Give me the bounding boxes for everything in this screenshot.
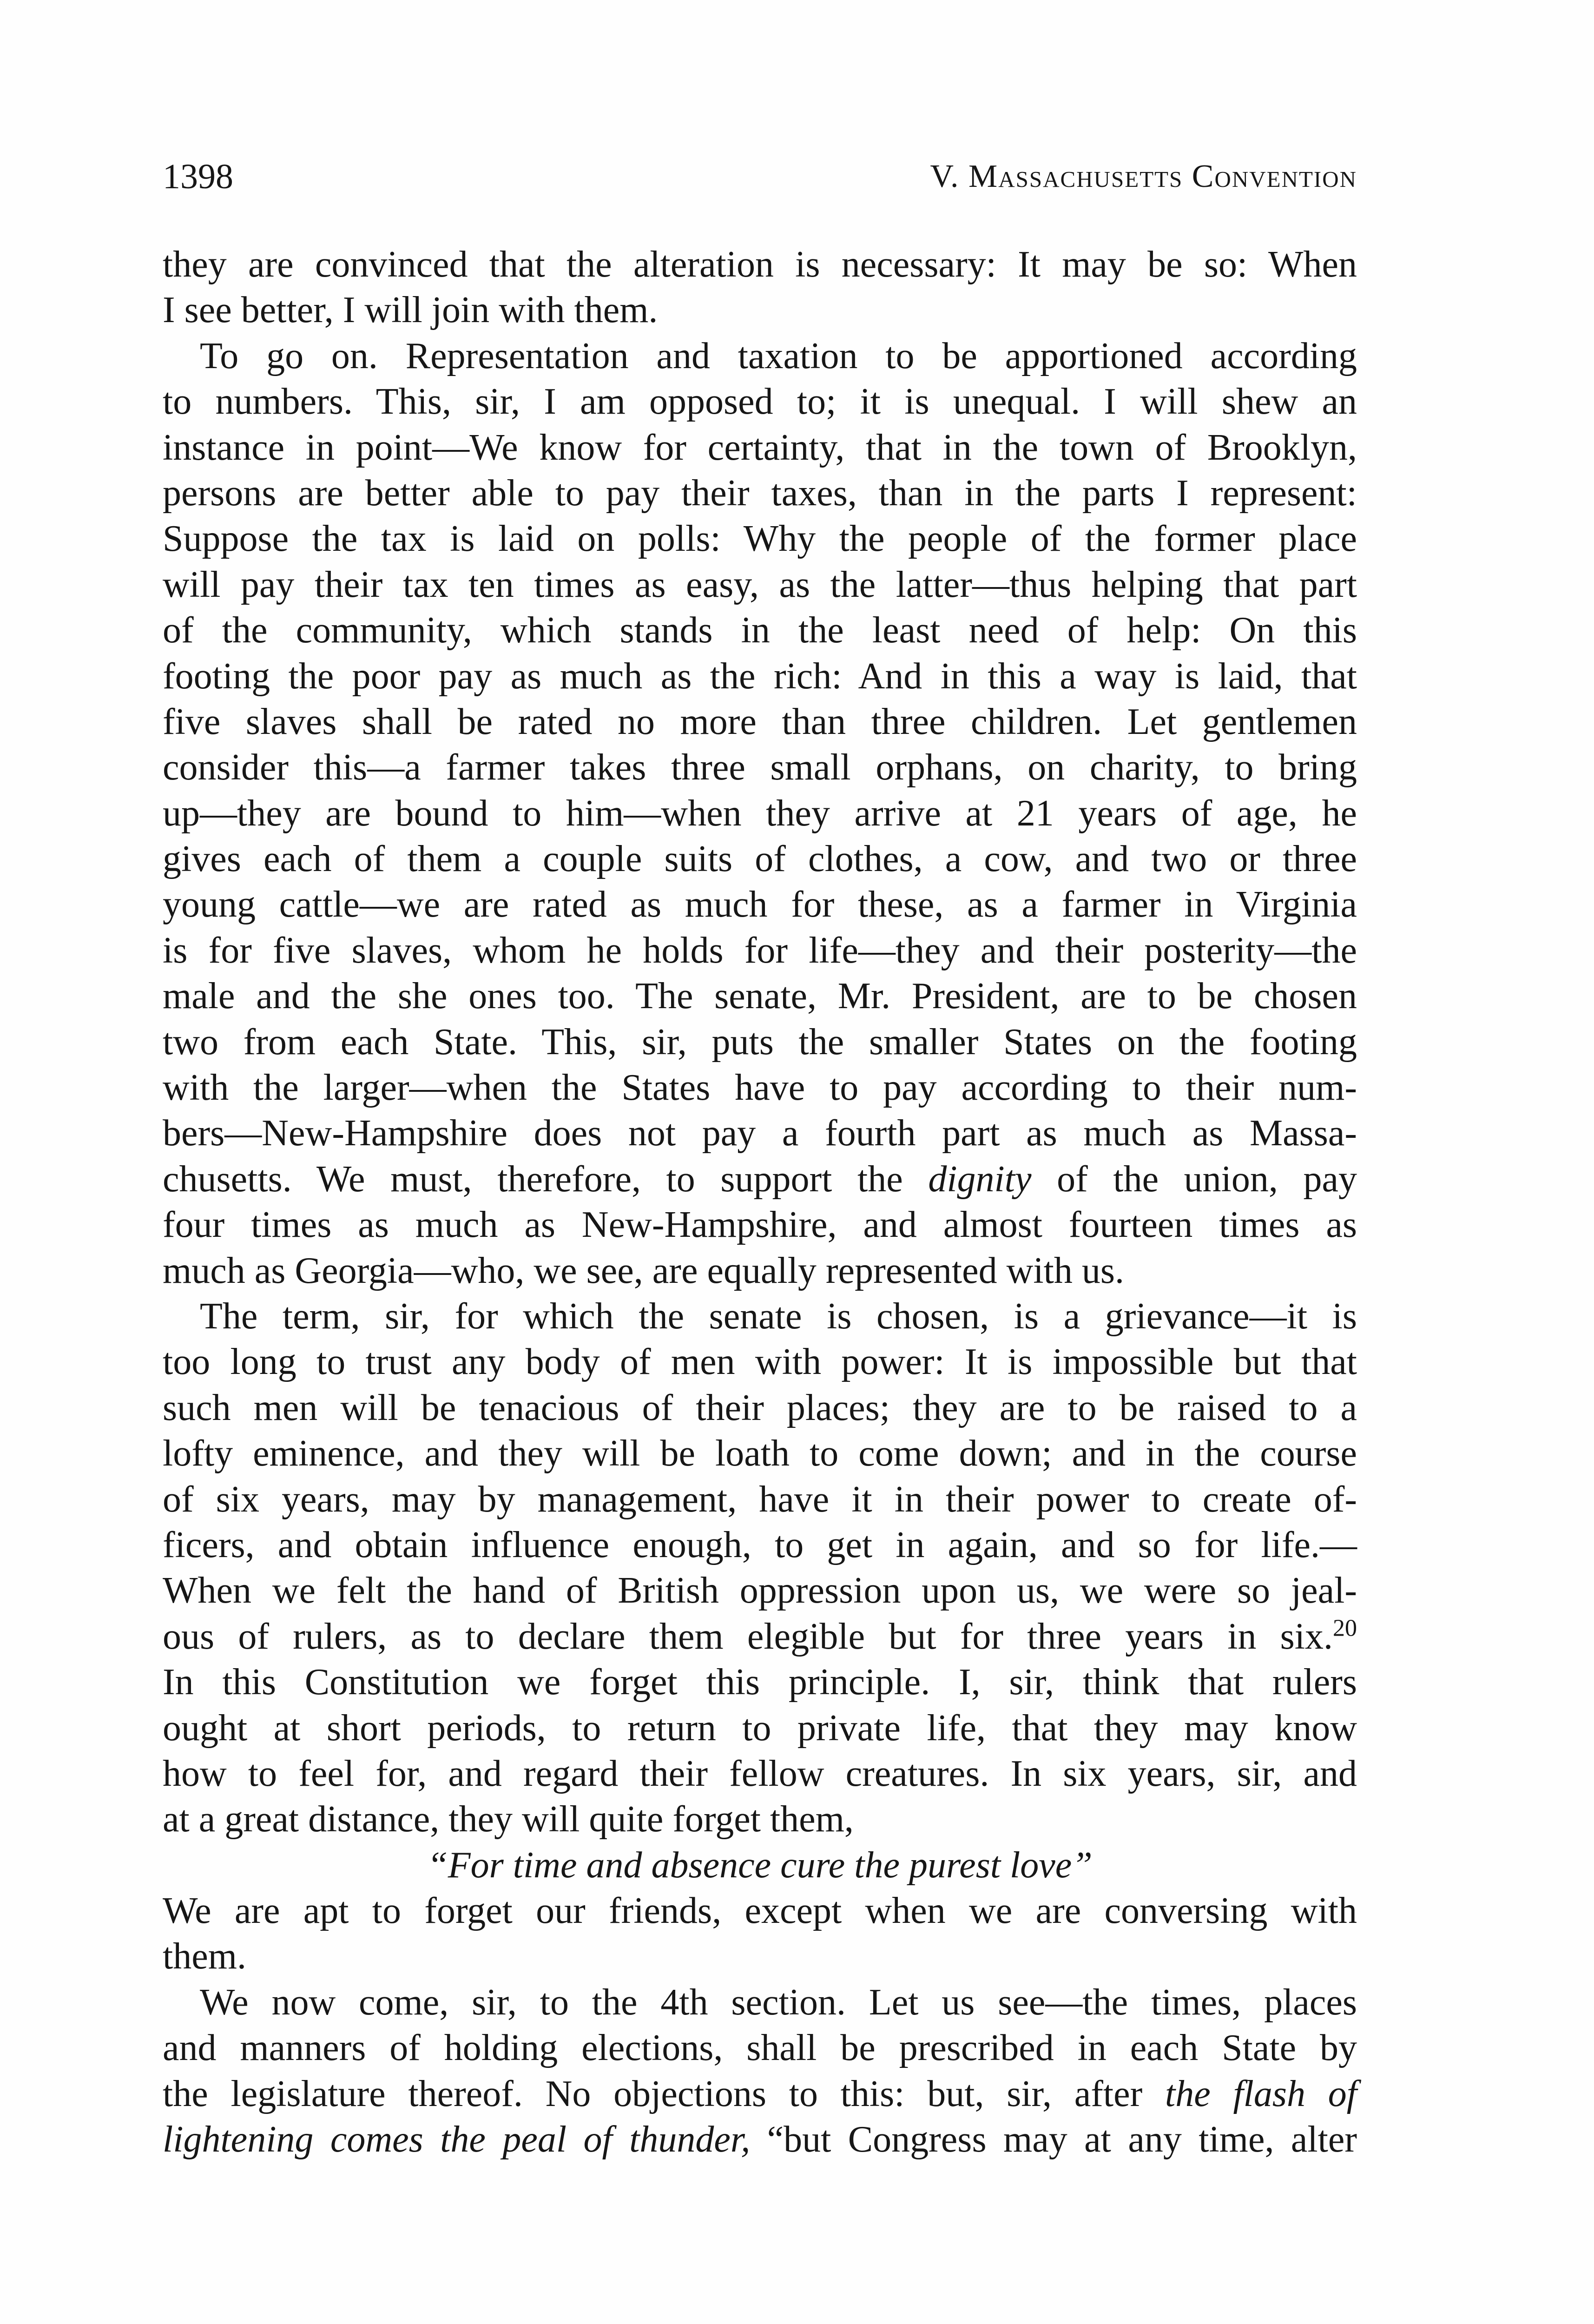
text-line: too long to trust any body of men with power: It is impossible but that [163,1341,1357,1383]
text-run: of the union, pay [1031,1158,1357,1200]
text-line: I see better, I will join with them. [163,290,658,331]
text-line: young cattle—we are rated as much for these, as a farmer in Virginia [163,884,1357,925]
verse-quote: “For time and absence cure the purest love” [427,1844,1093,1886]
text-line: footing the poor pay as much as the rich: And in this a way is laid, that [163,655,1357,697]
body-text [163,242,1357,2162]
text-line: ficers, and obtain influence enough, to get in again, and so for life.— [163,1524,1357,1565]
text-line: they are convinced that the alteration is necessary: It may be so: When [163,244,1357,285]
text-run: chusetts. We must, therefore, to support the [163,1158,929,1200]
running-head: V. Massachusetts Convention [930,158,1357,194]
text-line: bers—New-Hampshire does not pay a fourth part as much as Massa- [163,1113,1357,1154]
text-line: will pay their tax ten times as easy, as the latter—thus helping that part [163,564,1357,605]
footnote-marker: 20 [1333,1615,1357,1642]
text-line: ought at short periods, to return to private life, that they may know [163,1707,1357,1749]
text-line: When we felt the hand of British oppression upon us, we were so jeal- [163,1570,1357,1611]
text-line: consider this—a farmer takes three small orphans, on charity, to bring [163,747,1357,788]
text-line: Suppose the tax is laid on polls: Why the people of the former place [163,518,1357,560]
text-line: how to feel for, and regard their fellow creatures. In six years, sir, and [163,1753,1357,1794]
text-line: with the larger—when the States have to pay according to their num- [163,1067,1357,1109]
text-line: four times as much as New-Hampshire, and almost fourteen times as [163,1204,1357,1246]
text-line: To go on. Representation and taxation to be apportioned according [200,335,1357,376]
italic-text: the flash of [1165,2073,1357,2114]
text-line: We are apt to forget our friends, except when we are conversing with [163,1890,1357,1932]
text-line: of the community, which stands in the least need of help: On this [163,610,1357,651]
text-line: at a great distance, they will quite forget them, [163,1799,854,1840]
text-line: In this Constitution we forget this principle. I, sir, think that rulers [163,1662,1357,1703]
text-line: to numbers. This, sir, I am opposed to; it is unequal. I will shew an [163,381,1357,423]
text-line: gives each of them a couple suits of clothes, a cow, and two or three [163,838,1357,880]
text-line [163,1614,1357,1659]
italic-text: dignity [928,1158,1032,1200]
page-number: 1398 [163,157,233,196]
text-run: ous of rulers, as to declare them elegible but for three years in six. [163,1616,1333,1657]
text-line: such men will be tenacious of their places; they are to be raised to a [163,1387,1357,1428]
text-line [163,1156,1357,1202]
text-line [163,2117,1357,2162]
text-line: of six years, may by management, have it in their power to create of- [163,1479,1357,1520]
text-line: two from each State. This, sir, puts the smaller States on the footing [163,1021,1357,1063]
text-line: up—they are bound to him—when they arrive at 21 years of age, he [163,792,1357,834]
text-line: lofty eminence, and they will be loath to come down; and in the course [163,1433,1357,1474]
italic-text: lightening comes the peal of thunder, [163,2119,751,2160]
text-run: the legislature thereof. No objections to this: but, sir, after [163,2073,1165,2114]
text-line: male and the she ones too. The senate, Mr. President, are to be chosen [163,976,1357,1017]
text-line [163,2071,1357,2117]
text-line: persons are better able to pay their taxes, than in the parts I represent: [163,472,1357,514]
text-line: them. [163,1936,246,1977]
text-run: “but Congress may at any time, alter [750,2119,1357,2160]
text-line: is for five slaves, whom he holds for life—they and their posterity—the [163,930,1357,971]
text-line: We now come, sir, to the 4th section. Let us see—the times, places [200,1981,1357,2023]
text-line: instance in point—We know for certainty, that in the town of Brooklyn, [163,427,1357,468]
text-line: five slaves shall be rated no more than three children. Let gentlemen [163,701,1357,742]
text-line: The term, sir, for which the senate is chosen, is a grievance—it is [200,1295,1357,1337]
text-line: and manners of holding elections, shall be prescribed in each State by [163,2027,1357,2069]
text-line: much as Georgia—who, we see, are equally represented with us. [163,1250,1124,1291]
page-header [163,149,1357,205]
